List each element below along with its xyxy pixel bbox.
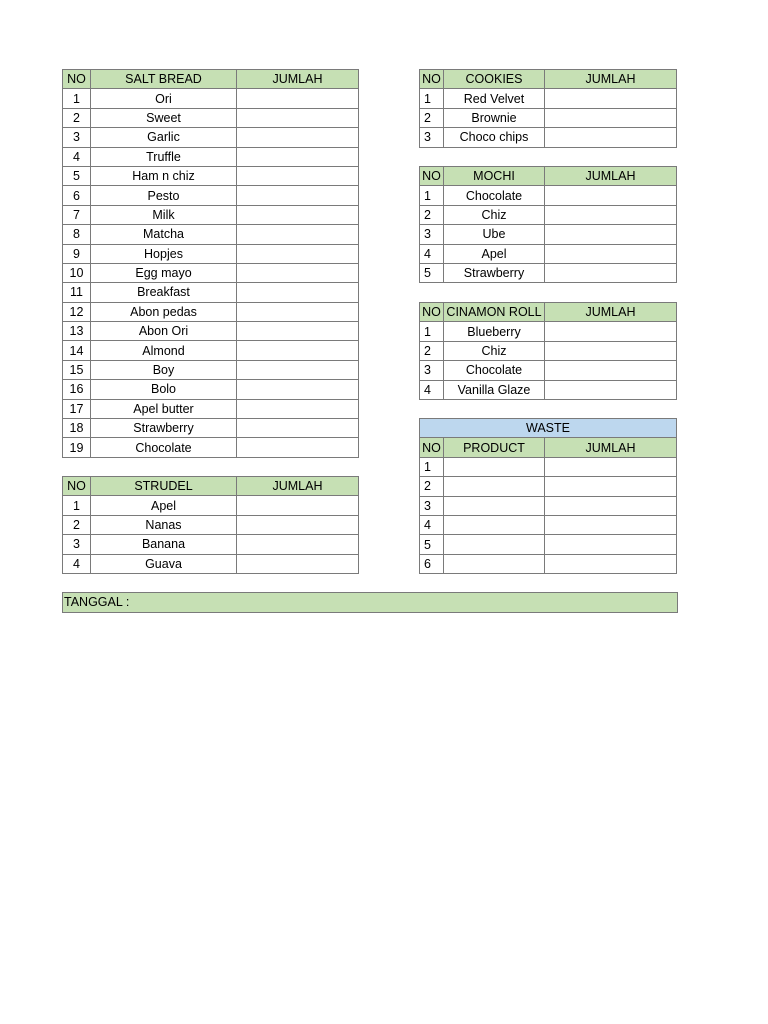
row-quantity-cell[interactable]: [545, 341, 677, 360]
row-quantity-cell[interactable]: [237, 147, 359, 166]
row-quantity-cell[interactable]: [237, 515, 359, 534]
row-number: 2: [63, 108, 91, 127]
row-number: 13: [63, 322, 91, 341]
table-title-row: [420, 419, 677, 438]
row-quantity-cell[interactable]: [237, 128, 359, 147]
table-row: [63, 186, 359, 205]
row-quantity-cell[interactable]: [237, 419, 359, 438]
table-row: [63, 166, 359, 185]
row-number: 5: [420, 535, 444, 554]
salt-bread-table: [62, 69, 359, 458]
row-quantity-cell[interactable]: [545, 457, 677, 476]
mochi-table: [419, 166, 677, 283]
row-quantity-cell[interactable]: [237, 89, 359, 108]
table-row: [63, 322, 359, 341]
row-quantity-cell[interactable]: [545, 186, 677, 205]
row-quantity-cell[interactable]: [545, 205, 677, 224]
row-quantity-cell[interactable]: [237, 438, 359, 457]
row-product-name: Blueberry: [444, 322, 545, 341]
row-product-name: Egg mayo: [91, 263, 237, 282]
header-qty: JUMLAH: [545, 438, 677, 457]
row-quantity-cell[interactable]: [237, 263, 359, 282]
row-quantity-cell[interactable]: [237, 535, 359, 554]
cookies-table: [419, 69, 677, 148]
row-product-name: [444, 457, 545, 476]
row-number: 3: [420, 128, 444, 147]
row-product-name: Boy: [91, 360, 237, 379]
row-quantity-cell[interactable]: [237, 496, 359, 515]
row-product-name: Apel butter: [91, 399, 237, 418]
row-product-name: Chocolate: [91, 438, 237, 457]
row-product-name: Chocolate: [444, 361, 545, 380]
table-row: [420, 554, 677, 573]
table-row: [63, 263, 359, 282]
table-row: [63, 515, 359, 534]
row-number: 5: [420, 263, 444, 282]
table-row: [63, 244, 359, 263]
header-no: NO: [63, 477, 91, 496]
row-quantity-cell[interactable]: [545, 108, 677, 127]
header-no: NO: [420, 167, 444, 186]
row-number: 8: [63, 225, 91, 244]
row-quantity-cell[interactable]: [545, 128, 677, 147]
row-product-name: Milk: [91, 205, 237, 224]
table-row: [63, 360, 359, 379]
row-product-name: Banana: [91, 535, 237, 554]
row-product-name: Pesto: [91, 186, 237, 205]
row-quantity-cell[interactable]: [545, 244, 677, 263]
row-product-name: Ube: [444, 225, 545, 244]
row-quantity-cell[interactable]: [545, 554, 677, 573]
row-number: 4: [420, 515, 444, 534]
row-product-name: [444, 554, 545, 573]
row-product-name: Breakfast: [91, 283, 237, 302]
table-title: WASTE: [420, 419, 677, 438]
table-row: [420, 186, 677, 205]
table-row: [63, 302, 359, 321]
header-qty: JUMLAH: [545, 70, 677, 89]
row-number: 7: [63, 205, 91, 224]
row-product-name: Abon Ori: [91, 322, 237, 341]
row-product-name: [444, 515, 545, 534]
row-quantity-cell[interactable]: [237, 205, 359, 224]
row-number: 9: [63, 244, 91, 263]
row-number: 1: [420, 186, 444, 205]
row-product-name: [444, 477, 545, 496]
row-quantity-cell[interactable]: [237, 341, 359, 360]
row-product-name: Strawberry: [444, 263, 545, 282]
row-quantity-cell[interactable]: [545, 477, 677, 496]
header-name: MOCHI: [444, 167, 545, 186]
header-name: COOKIES: [444, 70, 545, 89]
table-header-row: [420, 438, 677, 457]
row-quantity-cell[interactable]: [237, 225, 359, 244]
row-number: 5: [63, 166, 91, 185]
row-number: 2: [420, 341, 444, 360]
table-row: [63, 419, 359, 438]
row-number: 1: [420, 457, 444, 476]
table-row: [420, 89, 677, 108]
row-number: 15: [63, 360, 91, 379]
table-row: [63, 496, 359, 515]
table-row: [63, 283, 359, 302]
tanggal-label: TANGGAL :: [64, 595, 130, 609]
table-row: [63, 147, 359, 166]
row-number: 1: [420, 322, 444, 341]
row-quantity-cell[interactable]: [545, 535, 677, 554]
row-number: 3: [63, 128, 91, 147]
row-number: 10: [63, 263, 91, 282]
row-product-name: Choco chips: [444, 128, 545, 147]
row-quantity-cell[interactable]: [237, 380, 359, 399]
row-number: 4: [420, 380, 444, 399]
header-name: SALT BREAD: [91, 70, 237, 89]
row-product-name: Abon pedas: [91, 302, 237, 321]
table-row: [63, 108, 359, 127]
table-row: [63, 535, 359, 554]
table-row: [420, 380, 677, 399]
row-number: 4: [63, 147, 91, 166]
header-qty: JUMLAH: [237, 70, 359, 89]
table-row: [63, 399, 359, 418]
header-name: PRODUCT: [444, 438, 545, 457]
table-row: [420, 457, 677, 476]
row-number: 2: [420, 205, 444, 224]
row-number: 3: [420, 496, 444, 515]
row-number: 17: [63, 399, 91, 418]
row-number: 2: [63, 515, 91, 534]
row-quantity-cell[interactable]: [237, 108, 359, 127]
row-product-name: Chocolate: [444, 186, 545, 205]
row-quantity-cell[interactable]: [545, 89, 677, 108]
header-qty: JUMLAH: [545, 167, 677, 186]
table-row: [420, 361, 677, 380]
row-quantity-cell[interactable]: [545, 322, 677, 341]
header-no: NO: [63, 70, 91, 89]
row-quantity-cell[interactable]: [237, 322, 359, 341]
row-quantity-cell[interactable]: [237, 360, 359, 379]
row-quantity-cell[interactable]: [237, 302, 359, 321]
row-quantity-cell[interactable]: [545, 496, 677, 515]
header-no: NO: [420, 303, 444, 322]
row-quantity-cell[interactable]: [545, 380, 677, 399]
table-row: [420, 128, 677, 147]
row-quantity-cell[interactable]: [545, 225, 677, 244]
tanggal-bar: [62, 592, 678, 613]
table-row: [420, 244, 677, 263]
table-row: [63, 225, 359, 244]
header-no: NO: [420, 70, 444, 89]
row-quantity-cell[interactable]: [237, 399, 359, 418]
row-product-name: Almond: [91, 341, 237, 360]
row-product-name: Matcha: [91, 225, 237, 244]
cinamon-roll-table: [419, 302, 677, 400]
row-product-name: Guava: [91, 554, 237, 573]
header-name: STRUDEL: [91, 477, 237, 496]
row-quantity-cell[interactable]: [237, 244, 359, 263]
row-number: 1: [420, 89, 444, 108]
row-product-name: Chiz: [444, 205, 545, 224]
table-row: [420, 322, 677, 341]
row-number: 18: [63, 419, 91, 438]
strudel-table: [62, 476, 359, 574]
table-row: [63, 205, 359, 224]
table-row: [63, 341, 359, 360]
row-number: 1: [63, 496, 91, 515]
row-number: 6: [63, 186, 91, 205]
row-quantity-cell[interactable]: [237, 283, 359, 302]
row-product-name: Ham n chiz: [91, 166, 237, 185]
row-number: 12: [63, 302, 91, 321]
row-number: 3: [420, 225, 444, 244]
row-product-name: Chiz: [444, 341, 545, 360]
row-number: 3: [420, 361, 444, 380]
row-number: 11: [63, 283, 91, 302]
row-number: 1: [63, 89, 91, 108]
table-row: [420, 225, 677, 244]
header-qty: JUMLAH: [545, 303, 677, 322]
row-product-name: Apel: [444, 244, 545, 263]
row-product-name: Brownie: [444, 108, 545, 127]
table-row: [420, 535, 677, 554]
row-quantity-cell[interactable]: [545, 263, 677, 282]
table-row: [420, 477, 677, 496]
row-product-name: Sweet: [91, 108, 237, 127]
row-number: 3: [63, 535, 91, 554]
table-row: [63, 554, 359, 573]
row-product-name: Strawberry: [91, 419, 237, 438]
table-row: [420, 341, 677, 360]
table-header-row: [420, 303, 677, 322]
row-quantity-cell[interactable]: [237, 166, 359, 185]
table-row: [63, 438, 359, 457]
table-header-row: [420, 167, 677, 186]
row-quantity-cell[interactable]: [237, 554, 359, 573]
header-no: NO: [420, 438, 444, 457]
table-row: [63, 380, 359, 399]
waste-table: [419, 418, 677, 574]
table-header-row: [420, 70, 677, 89]
row-number: 4: [63, 554, 91, 573]
row-product-name: [444, 496, 545, 515]
row-number: 2: [420, 477, 444, 496]
row-number: 4: [420, 244, 444, 263]
table-row: [420, 263, 677, 282]
row-product-name: Truffle: [91, 147, 237, 166]
table-row: [420, 496, 677, 515]
table-row: [63, 128, 359, 147]
row-product-name: Vanilla Glaze: [444, 380, 545, 399]
row-quantity-cell[interactable]: [237, 186, 359, 205]
row-quantity-cell[interactable]: [545, 361, 677, 380]
table-row: [420, 205, 677, 224]
row-product-name: Hopjes: [91, 244, 237, 263]
row-product-name: Red Velvet: [444, 89, 545, 108]
table-row: [420, 108, 677, 127]
row-number: 14: [63, 341, 91, 360]
row-product-name: Garlic: [91, 128, 237, 147]
header-name: CINAMON ROLL: [444, 303, 545, 322]
row-quantity-cell[interactable]: [545, 515, 677, 534]
row-product-name: Bolo: [91, 380, 237, 399]
table-row: [420, 515, 677, 534]
row-number: 2: [420, 108, 444, 127]
row-number: 16: [63, 380, 91, 399]
row-product-name: [444, 535, 545, 554]
table-header-row: [63, 70, 359, 89]
row-number: 6: [420, 554, 444, 573]
row-product-name: Ori: [91, 89, 237, 108]
header-qty: JUMLAH: [237, 477, 359, 496]
table-header-row: [63, 477, 359, 496]
table-row: [63, 89, 359, 108]
row-number: 19: [63, 438, 91, 457]
row-product-name: Apel: [91, 496, 237, 515]
row-product-name: Nanas: [91, 515, 237, 534]
